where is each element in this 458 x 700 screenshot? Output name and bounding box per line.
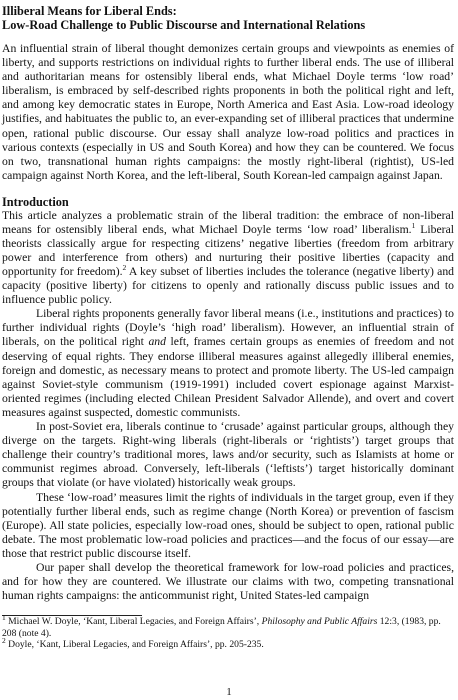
footnote-2 — [2, 636, 454, 651]
p1-text-a: This article analyzes a problematic strain of the liberal tradition: the embrace of non-liberal means for ostensibly liberal ends, what Michael Doyle terms ‘low road’ liberalism. — [2, 208, 454, 236]
footnote-ref-1[interactable]: 1 — [411, 220, 416, 230]
footnote-2-number: 2 — [2, 636, 6, 646]
title-line-1: Illiberal Means for Liberal Ends: — [2, 4, 177, 18]
p2-text-a: Liberal rights proponents generally favor liberal means (i.e., institutions and practices) to further individual rights (Doyle’s ‘high road’ liberalism). However, an influential strain of liberals, on the political right — [2, 307, 454, 349]
p2-emphasis: and — [148, 335, 166, 349]
title-line-2: Low-Road Challenge to Public Discourse and International Relations — [2, 18, 366, 32]
footnote-1 — [2, 613, 454, 639]
intro-paragraph-2 — [2, 307, 454, 420]
p1-text-b: Liberal theorists classically argue for respecting citizens’ negative liberties (freedom from arbitrary power and interference from others) and nurturing their positive liberties (capacity and opportunity for freedom). — [2, 222, 455, 278]
footnote-1-text-a: Michael W. Doyle, ‘Kant, Liberal Legacies, and Foreign Affairs’, — [5, 616, 262, 628]
section-heading-introduction: Introduction — [2, 194, 69, 209]
p1-text-c: A key subset of liberties includes the tolerance (negative liberty) and capacity (positive liberty) for citizens to openly and rationally discuss public issues and to influence public policy. — [2, 265, 455, 307]
footnote-1-number: 1 — [2, 613, 6, 623]
paper-title — [2, 4, 454, 32]
p2-text-b: left, frames certain groups as enemies of freedom and not deserving of equal rights. They endorse illiberal measures against allegedly illiberal enemies, foreign and domestic, as necessary means to protect and promote liberty. The US-led campaign against Soviet-style communism (1919-1991) included covert espionage against Marxist-oriented regimes (including elected Chilean President Salvador Allende), and overt and covert measures against suspected, domestic communists. — [2, 335, 454, 419]
intro-paragraph-4: These ‘low-road’ measures limit the rights of individuals in the target group, even if they potentially further liberal ends, such as regime change (North Korea) or prevention of fascism (Europe). All state policies, especially low-road ones, should be subject to open, rational public debate. The most problematic low-road policies and practices—and the focus of our essay—are those that restrict public discourse itself. — [2, 490, 454, 560]
footnote-ref-2[interactable]: 2 — [122, 263, 127, 273]
intro-paragraph-1 — [2, 209, 454, 308]
intro-paragraph-3: In post-Soviet era, liberals continue to ‘crusade’ against particular groups, although they diverge on the targets. Right-wing liberals (right-liberals or ‘rightists’) target groups that challenge their country’s traditional mores, laws and/or security, such as Islamists at home or communist regimes abroad. Conversely, left-liberals (‘leftists’) target historically dominant groups that violate (or have violated) historically weak groups. — [2, 420, 454, 490]
footnote-1-journal: Philosophy and Public Affairs — [261, 616, 378, 628]
page-number: 1 — [226, 686, 232, 698]
abstract-paragraph: An influential strain of liberal thought demonizes certain groups and viewpoints as enemies of liberty, and supports restrictions on individual rights to further liberal ends. The use of illiberal and authoritarian means for ostensibly liberal ends, what Michael Doyle terms ‘low road’ liberalism, is embraced by self-described rights proponents in both the political right and left, and among key democratic states in Europe, North America and East Asia. Low-road ideology justifies, and habituates the public to, an ever-expanding set of illiberal practices that undermine open, rational public discourse. Our essay shall analyze low-road politics and practices in various contexts (especially in US and South Korea) and how they can be countered. We focus on two, transnational human rights campaigns: the mostly right-liberal (rightist), US-led campaign against North Korea, and the left-liberal, South Korean-led campaign against Japan. — [2, 42, 454, 182]
footnote-2-text: Doyle, ‘Kant, Liberal Legacies, and Foreign Affairs’, pp. 205-235. — [5, 639, 264, 651]
footnote-1-text-b: 12:3, (1983, pp. 208 (note 4). — [2, 616, 441, 639]
intro-paragraph-5: Our paper shall develop the theoretical framework for low-road policies and practices, and for how they are countered. We illustrate our claims with two, competing transnational human rights campaigns: the anticommunist right, United States-led campaign — [2, 560, 454, 603]
